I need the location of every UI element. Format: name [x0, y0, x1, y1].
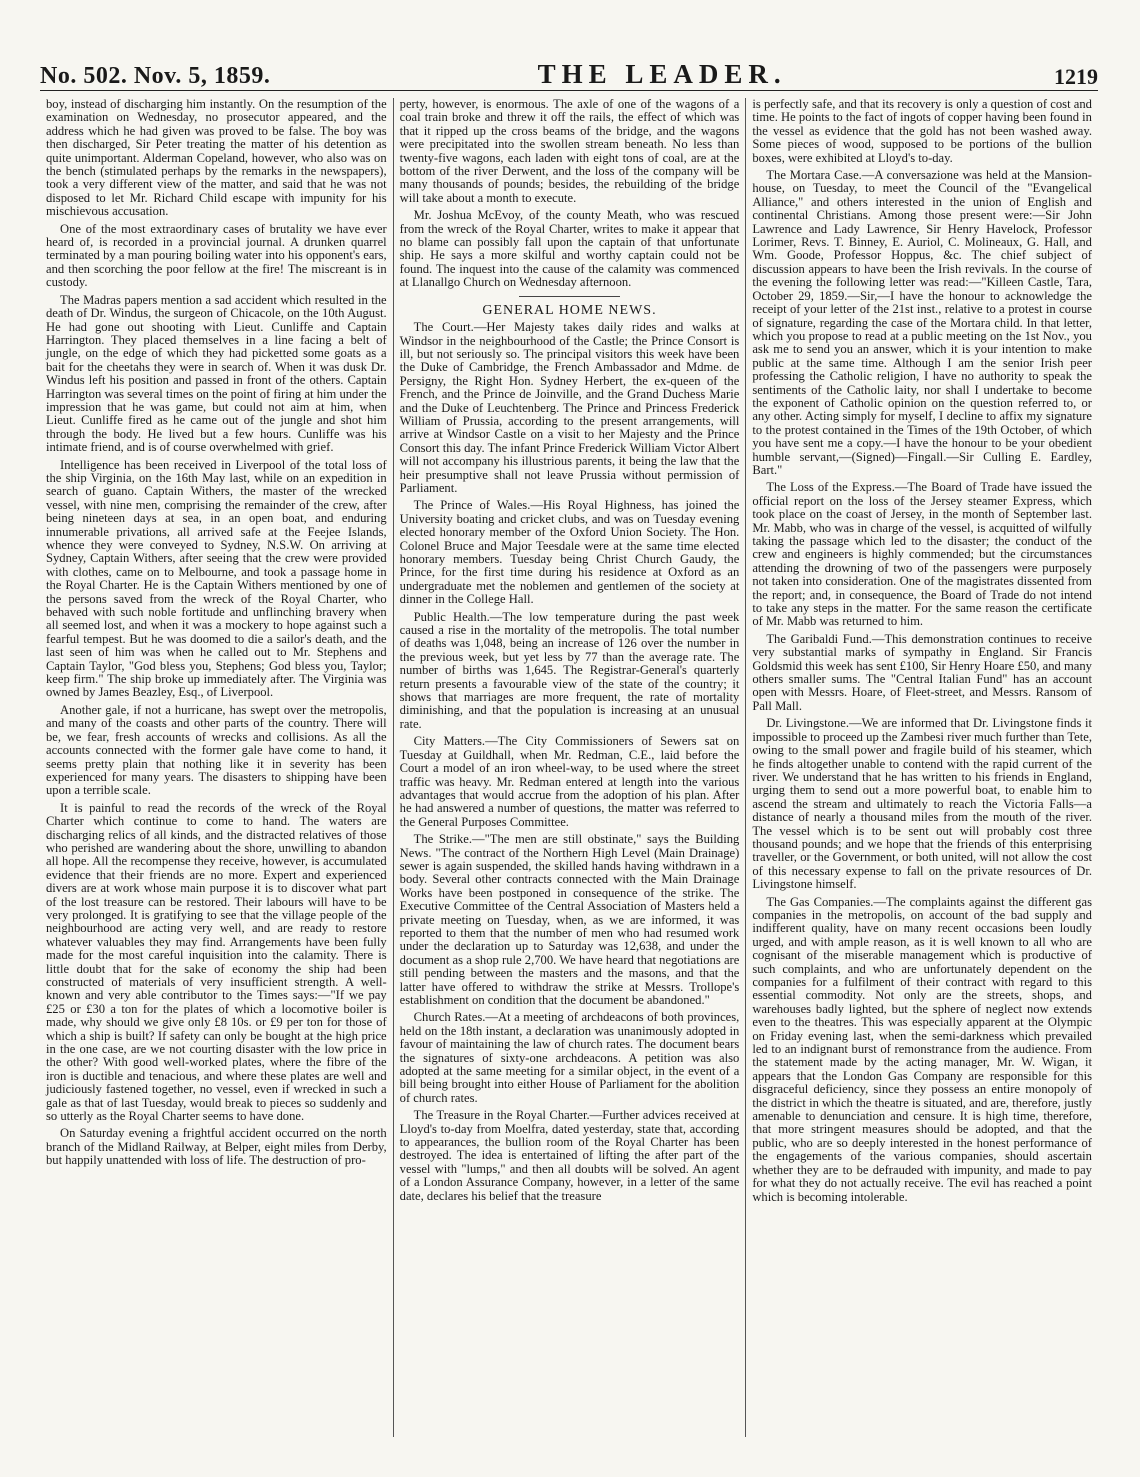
column-3 — [745, 98, 1098, 1437]
paragraph: Church Rates.—At a meeting of archdeacons of both provinces, held on the 18th instant, a declaration was unanimously adopted in favour of maintaining the law of church rates. The document bears the signatures of sixty-one archdeacons. A petition was also adopted at the same meeting for a similar object, in the event of a bill being brought into either House of Parliament for the abolition of church rates. — [399, 1010, 740, 1105]
paragraph: On Saturday evening a frightful accident occurred on the north branch of the Midland Railway, at Belper, eight miles from Derby, but happily unattended with loss of life. The destruction of pro- — [46, 1126, 387, 1168]
paragraph: Intelligence has been received in Liverpool of the total loss of the ship Virginia, on the 16th May last, while on an expedition in search of guano. Captain Withers, the master of the wrecked vessel, with nine men, comprising the remainder of the crew, after being nineteen days at sea, in an open boat, and enduring innumerable privations, all arrived safe at the Feejee Islands, whence they were conveyed to Sydney, N.S.W. On arriving at Sydney, Captain Withers, after seeing that the crew were provided with clothes, came on to Melbourne, and took a passage home in the Royal Charter. He is the Captain Withers mentioned by one of the persons saved from the wreck of the Royal Charter, who behaved with such noble fortitude and unflinching bravery when all seemed lost, and when it was a mockery to hope against such a fearful tempest. But he was doomed to die a sailor's death, and the last seen of him was when he called out to Mr. Stephens and Captain Taylor, "God bless you, Stephens; God bless you, Taylor; keep firm." The ship broke up immediately after. The Virginia was owned by James Beazley, Esq., of Liverpool. — [46, 457, 387, 700]
paragraph: The Strike.—"The men are still obstinate," says the Building News. "The contract of the Northern High Level (Main Drainage) sewer is again suspended, the skilled hands having withdrawn in a body. Several other contracts connected with the Main Drainage Works have been postponed in consequence of the strike. The Executive Committee of the Central Association of Masters held a private meeting on Tuesday, when, as we are informed, it was reported to them that the number of men who had resumed work under the declaration up to Saturday was 12,638, and under the document as a shop rule 2,700. We have heard that negotiations are still pending between the masters and the masons, and that the latter have offered to withdraw the strike at Messrs. Trollope's establishment on condition that the document be abandoned." — [399, 832, 740, 1007]
paragraph: It is painful to read the records of the wreck of the Royal Charter which continue to come to hand. The waters are discharging relics of all kinds, and the distracted relatives of those who perished are wandering about the shore, unwilling to abandon all hope. All the recompense they receive, however, is accumulated evidence that their friends are no more. Expert and experienced divers are at work whose main purpose it is to discover what part of the lost treasure can be restored. Their labours will have to be very prolonged. It is gratifying to see that the village people of the neighbourhood are acting very well, and are ready to restore whatever valuables they may find. Arrangements have been fully made for the most careful inquisition into the calamity. There is little doubt that for the sake of economy the ship had been constructed of materials of very insufficient strength. A well-known and very able contributor to the Times says:—"If we pay £25 or £30 a ton for the plates of which a locomotive boiler is made, why should we give only £8 10s. or £9 per ton for those of which a ship is built? If safety can only be bought at the high price in the one case, are we not courting disaster with the low price in the other? With good well-worked plates, where the fibre of the iron is ductible and tenacious, and where these plates are well and judiciously fastened together, no vessel, even if wrecked in such a gale as that of last Tuesday, would break to pieces so suddenly and so utterly as the Royal Charter seems to have done. — [46, 800, 387, 1124]
paragraph: The Garibaldi Fund.—This demonstration continues to receive very substantial marks of sympathy in England. Sir Francis Goldsmid this week has sent £100, Sir Henry Hoare £50, and many others smaller sums. The "Central Italian Fund" has an account open with Messrs. Hoare, of Fleet-street, and Messrs. Ransom of Pall Mall. — [752, 631, 1092, 713]
paragraph: perty, however, is enormous. The axle of one of the wagons of a coal train broke and threw it off the rails, the effect of which was that it ripped up the cross beams of the bridge, and the wagons were precipitated into the swollen stream beneath. No less than twenty-five wagons, each laden with eight tons of coal, are at the bottom of the river Derwent, and the loss of the company will be many thousands of pounds; besides, the rebuilding of the bridge will take about a month to execute. — [399, 98, 740, 205]
paragraph: City Matters.—The City Commissioners of Sewers sat on Tuesday at Guildhall, when Mr. Redman, C.E., laid before the Court a model of an iron wheel-way, to be used where the street traffic was heavy. Mr. Redman entered at length into the various advantages that would accrue from the adoption of his plan. After he had answered a number of questions, the matter was referred to the General Purposes Committee. — [399, 734, 740, 829]
column-2 — [393, 98, 746, 1437]
paragraph: The Madras papers mention a sad accident which resulted in the death of Dr. Windus, the surgeon of Chicacole, on the 10th August. He had gone out shooting with Lieut. Cunliffe and Captain Harrington. They placed themselves in a line facing a belt of jungle, on the edge of which they had picketted some goats as a bait for the cheetahs they were in search of. When it was dusk Dr. Windus left his position and passed in front of the others. Captain Harrington was several times on the point of firing at him under the impression that he was game, but could not aim at him, when Lieut. Cunliffe fired as he came out of the jungle and shot him through the body. He lived but a few hours. Cunliffe was his intimate friend, and is of course overwhelmed with grief. — [46, 292, 387, 455]
paragraph: The Prince of Wales.—His Royal Highness, has joined the University boating and cricket clubs, and was on Tuesday evening elected honorary member of the Oxford Union Society. The Hon. Colonel Bruce and Major Teesdale were at the same time elected honorary members. Tuesday being Christ Church Gaudy, the Prince, for the first time during his residence at Oxford as an undergraduate met the noblemen and gentlemen of the society at dinner in the College Hall. — [399, 498, 740, 607]
paragraph: Another gale, if not a hurricane, has swept over the metropolis, and many of the coasts and other parts of the country. There will be, we fear, fresh accounts of wrecks and collisions. As all the accounts connected with the former gale have come to hand, it seems pretty plain that nothing like it in severity has been experienced for many years. The disasters to shipping have been upon a terrible scale. — [46, 702, 387, 798]
paragraph: is perfectly safe, and that its recovery is only a question of cost and time. He points to the fact of ingots of copper having been found in the vessel as evidence that the gold has not been washed away. Some pieces of wood, supposed to be portions of the bullion boxes, were exhibited at Lloyd's to-day. — [752, 98, 1092, 165]
page-number: 1219 — [1053, 64, 1098, 89]
paragraph: Public Health.—The low temperature during the past week caused a rise in the mortality of the metropolis. The total number of deaths was 1,048, being an increase of 126 over the number in the previous week, but yet less by 77 than the average rate. The number of births was 1,645. The Registrar-General's quarterly return presents a favourable view of the state of the country; it shows that marriages are more frequent, the rate of mortality diminishing, and that the population is increasing at an unusual rate. — [399, 609, 740, 731]
paragraph: Dr. Livingstone.—We are informed that Dr. Livingstone finds it impossible to proceed up the Zambesi river much further than Tete, owing to the small power and fragile build of his steamer, which he finds altogether unable to contend with the rapid current of the river. We understand that he has written to his friends in England, urging them to send out a more powerful boat, to enable him to ascend the stream and ultimately to reach the Victoria Falls—a distance of nearly a thousand miles from the mouth of the river. The vessel which is to be sent out will probably cost three thousand pounds; and we hope that the friends of this enterprising traveller, or the Government, or both united, will not allow the cost of this necessary expense to fall on the private resources of Dr. Livingstone himself. — [752, 716, 1092, 892]
paragraph: The Gas Companies.—The complaints against the different gas companies in the metropolis, on account of the bad supply and indifferent quality, have on many recent occasions been loudly urged, and with ample reason, as it is well known to all who are cognisant of the miserable management which is productive of such complaints, and who are unfortunately dependent on the companies for a fulfilment of their contract with regard to this essential commodity. Not only are the streets, shops, and warehouses badly lighted, but the sphere of neglect now extends even to the theatres. This was especially apparent at the Olympic on Friday evening last, when the semi-darkness which prevailed led to an indignant burst of remonstrance from the audience. From the statement made by the acting manager, Mr. W. Wigan, it appears that the London Gas Company are responsible for this disgraceful deficiency, since they possess an entire monopoly of the district in which the theatre is situated, and are, therefore, justly amenable to denunciation and censure. It is high time, therefore, that more stringent measures should be adopted, and that the public, who are so deeply interested in the honest performance of the engagements of the various companies, should ascertain whether they are to be defrauded with impunity, and made to pay for what they do not actually receive. The evil has reached a point which is becoming intolerable. — [752, 894, 1092, 1204]
paragraph: The Mortara Case.—A conversazione was held at the Mansion-house, on Tuesday, to meet the Council of the "Evangelical Alliance," and others interested in the union of English and continental Christians. Among those present were:—Sir John Lawrence and Lady Lawrence, Sir Henry Havelock, Professor Lorimer, Revs. T. Binney, E. Auriol, C. Molineaux, G. Hall, and Wm. Goode, Professor Hoppus, &c. The chief subject of discussion appears to have been the Irish revivals. In the course of the evening the following letter was read:—"Killeen Castle, Tara, October 29, 1859.—Sir,—I have the honour to acknowledge the receipt of your letter of the 21st inst., relative to a protest in course of signature, regarding the case of the Mortara child. In that letter, which you propose to read at a public meeting on the 1st Nov., you ask me to send you an answer, which it is your intention to make public at the same time. Although I am the senior Irish peer professing the Catholic religion, I have no authority to speak the sentiments of the Catholic laity, nor shall I undertake to become the exponent of Catholic opinion on the question referred to, or any other. Acting simply for myself, I decline to affix my signature to the protest contained in the Times of the 19th October, of which you have sent me a copy.—I have the honour to be your obedient humble servant,—(Signed)—Fingall.—Sir Culling E. Eardley, Bart." — [752, 168, 1092, 477]
article-columns — [40, 98, 1098, 1437]
section-heading: GENERAL HOME NEWS. — [400, 296, 740, 317]
issue-number-date: No. 502. Nov. 5, 1859. — [40, 63, 271, 89]
paragraph: Mr. Joshua McEvoy, of the county Meath, who was rescued from the wreck of the Royal Charter, writes to make it appear that no blame can possibly fall upon the captain of that unfortunate ship. He says a more skilful and worthy captain could not be found. The inquest into the cause of the calamity was commenced at Llanallgo Church on Wednesday afternoon. — [399, 208, 740, 290]
paragraph: The Treasure in the Royal Charter.—Further advices received at Lloyd's to-day from Moelfra, dated yesterday, state that, according to appearances, the bullion room of the Royal Charter has been destroyed. The idea is entertained of lifting the after part of the vessel with "lumps," and then all doubts will be solved. An agent of a London Assurance Company, however, in a letter of the same date, declares his belief that the treasure — [399, 1108, 740, 1203]
column-1 — [40, 98, 393, 1437]
page-header — [40, 56, 1098, 91]
paragraph: The Loss of the Express.—The Board of Trade have issued the official report on the loss of the Jersey steamer Express, which took place on the coast of Jersey, in the month of September last. Mr. Mabb, who was in charge of the vessel, is acquitted of wilfully taking the passage which led to the disaster; the conduct of the crew and engineers is highly commended; but the circumstances attending the drowning of two of the passengers were purposely not taken into consideration. One of the magistrates dissented from the report; and, in consequence, the Board of Trade do not intend to take any steps in the matter. For the same reason the certificate of Mr. Mabb was returned to him. — [752, 480, 1092, 629]
masthead-title: THE LEADER. — [537, 59, 787, 89]
paragraph: One of the most extraordinary cases of brutality we have ever heard of, is recorded in a provincial journal. A drunken quarrel terminated by a man pouring boiling water into his opponent's ears, and then scorching the poor fellow at the fire! The miscreant is in custody. — [46, 221, 387, 290]
paragraph: The Court.—Her Majesty takes daily rides and walks at Windsor in the neighbourhood of the Castle; the Prince Consort is ill, but not seriously so. The principal visitors this week have been the Duke of Cambridge, the French Ambassador and Mdme. de Persigny, the Right Hon. Sydney Herbert, the ex-queen of the French, and the Prince de Joinville, and the Grand Duchess Marie and the Duke of Leuchtenberg. The Prince and Princess Frederick William of Prussia, according to the present arrangements, will arrive at Windsor Castle on a visit to her Majesty and the Prince Consort this day. The infant Prince Frederick William Victor Albert will not accompany his illustrious parents, it being the law that the heir presumptive shall not leave Prussia without permission of Parliament. — [399, 320, 740, 495]
paragraph: boy, instead of discharging him instantly. On the resumption of the examination on Wednesday, no prosecutor appeared, and the address which he had given was proved to be false. The boy was then discharged, Sir Peter treating the matter of his detention as quite unimportant. Alderman Copeland, however, who also was on the bench (stimulated perhaps by the remarks in the newspapers), took a very different view of the matter, and said that he was not disposed to let Mr. Richard Child escape with impunity for his mischievous accusation. — [46, 98, 387, 219]
